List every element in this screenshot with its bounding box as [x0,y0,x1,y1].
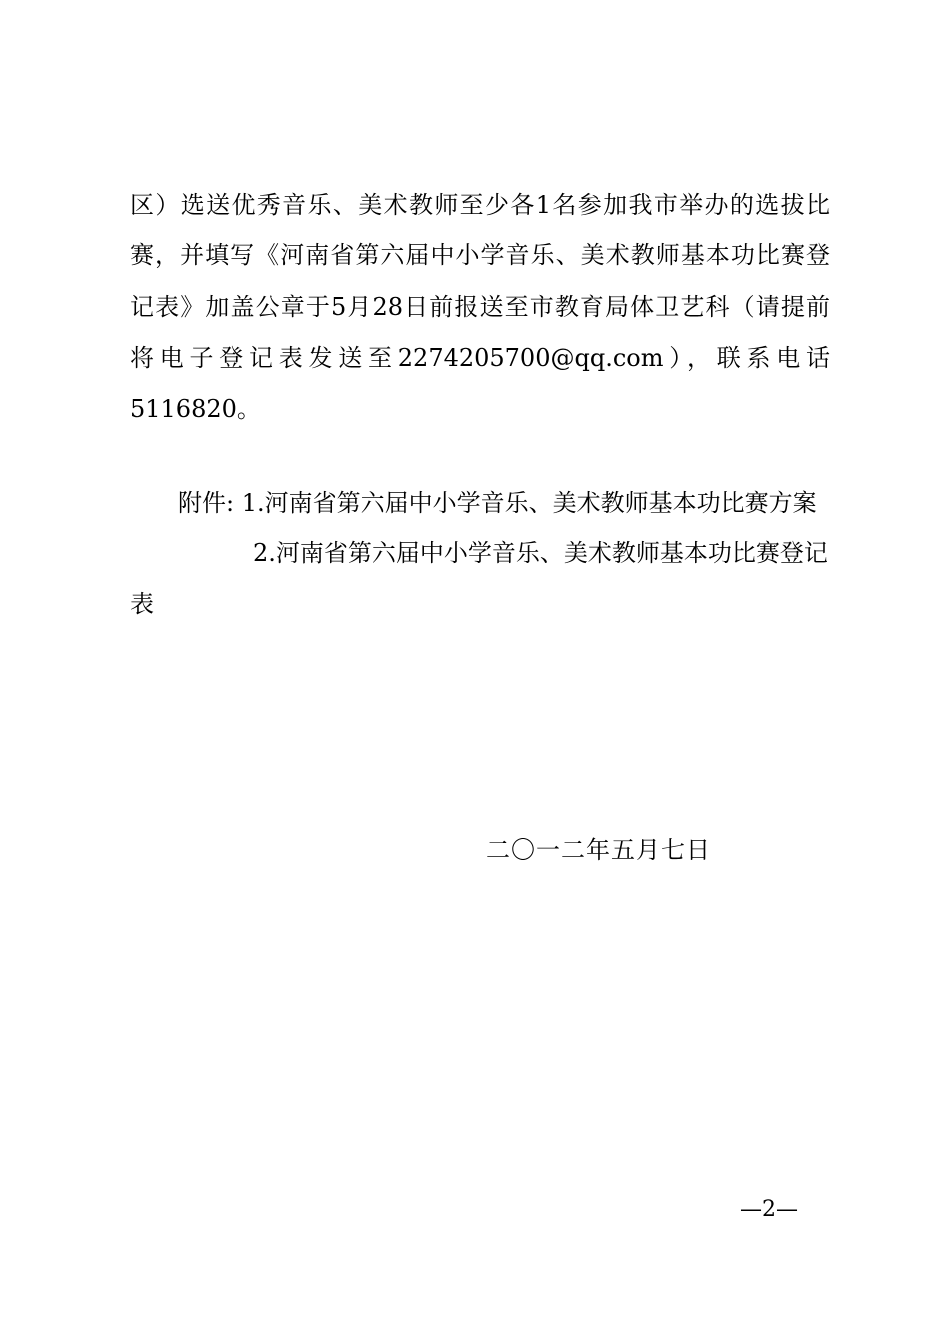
page-number: —2— [740,1197,798,1222]
attachment-item-2: 2.河南省第六届中小学音乐、美术教师基本功比赛登记 [253,539,828,567]
body-paragraph-line: 记表》加盖公章于5月28日前报送至市教育局体卫艺科（请提前 [130,293,830,321]
body-paragraph-line: 5116820。 [130,395,261,423]
document-date: 二〇一二年五月七日 [486,836,711,864]
attachment-item-1: 附件: 1.河南省第六届中小学音乐、美术教师基本功比赛方案 [178,489,817,517]
body-paragraph-line: 赛，并填写《河南省第六届中小学音乐、美术教师基本功比赛登 [130,241,830,269]
body-paragraph-line: 将电子登记表发送至2274205700@qq.com），联系电话 [130,344,830,372]
body-paragraph-line: 区）选送优秀音乐、美术教师至少各1名参加我市举办的选拔比 [130,191,830,219]
attachment-item-2-continuation: 表 [130,590,154,618]
